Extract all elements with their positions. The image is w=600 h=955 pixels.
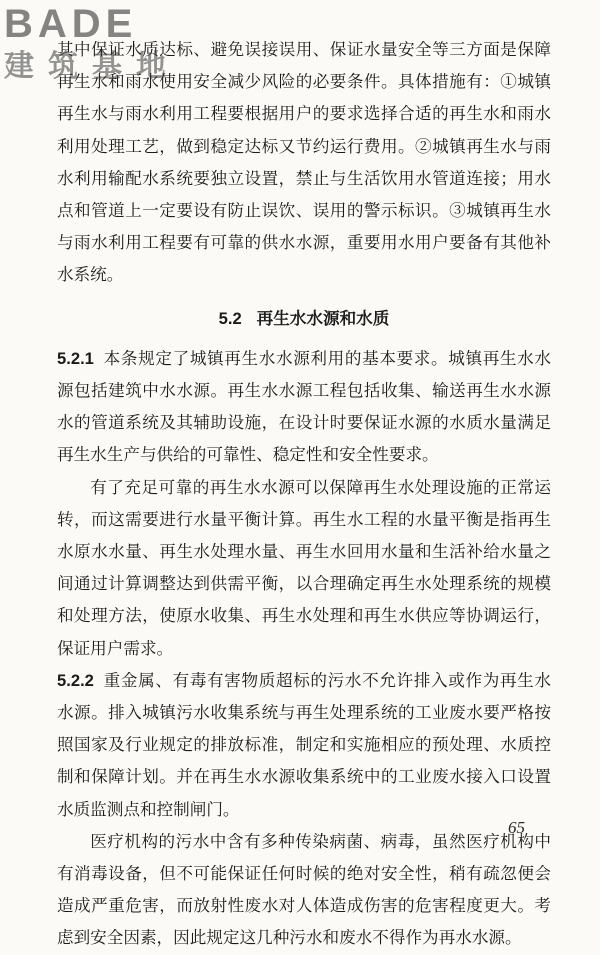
clause-number: 5.2.2 — [57, 670, 94, 690]
page-body — [57, 34, 551, 955]
clause-5-2-1-paragraph-2: 有了充足可靠的再生水水源可以保障再生水处理设施的正常运转，而这需要进行水量平衡计算。再生水工程的水量平衡是指再生水原水水量、再生水处理水量、再生水回用水量和生活补给水量之间通过计算调整达到供需平衡，以合理确定再生水处理系统的规模和处理方法，使原水收集、再生水处理和再生水供应等协调运行，保证用户需求。 — [57, 477, 551, 658]
page-number: 65 — [508, 818, 525, 837]
clause-text: 重金属、有毒有害物质超标的污水不允许排入或作为再生水水源。排入城镇污水收集系统与再生处理系统的工业废水要严格按照国家及行业规定的排放标准，制定和实施相应的预处理、水质控制和保障计划。并在再生水水源收集系统中的工业废水接入口设置水质监测点和控制闸门。 — [57, 670, 551, 819]
section-heading — [57, 302, 551, 335]
section-title: 再生水水源和水质 — [256, 307, 390, 328]
clause-5-2-2 — [57, 665, 551, 826]
section-number: 5.2 — [218, 308, 242, 328]
watermark-cjk-text: 建筑基地 — [4, 49, 180, 84]
intro-paragraph: 其中保证水质达标、避免误接误用、保证水量安全等三方面是保障再生水和雨水使用安全减少风险的必要条件。具体措施有：①城镇再生水与雨水利用工程要根据用户的要求选择合适的再生水和雨水利用处理工艺，做到稳定达标又节约运行费用。②城镇再生水与雨水利用输配水系统要独立设置，禁止与生活饮用水管道连接；用水点和管道上一定要设有防止误饮、误用的警示标识。③城镇再生水与雨水利用工程要有可靠的供水水源，重要用水用户要备有其他补水系统。 — [57, 40, 551, 285]
clause-5-2-2-paragraph-2: 医疗机构的污水中含有多种传染病菌、病毒，虽然医疗机构中有消毒设备，但不可能保证任何时候的绝对安全性，稍有疏忽便会造成严重危害，而放射性废水对人体造成伤害的危害程度更大。考虑到安全因素，因此规定这几种污水和废水不得作为再水水源。 — [57, 831, 551, 948]
clause-number: 5.2.1 — [57, 348, 94, 368]
clause-5-2-1 — [57, 343, 551, 472]
clause-text: 本条规定了城镇再生水水源利用的基本要求。城镇再生水水源包括建筑中水水源。再生水水源工程包括收集、输送再生水水源水的管道系统及其辅助设施，在设计时要保证水源的水质水量满足再生水生产与供给的可靠性、稳定性和安全性要求。 — [57, 348, 551, 465]
watermark-latin-text: BADE — [4, 2, 138, 46]
